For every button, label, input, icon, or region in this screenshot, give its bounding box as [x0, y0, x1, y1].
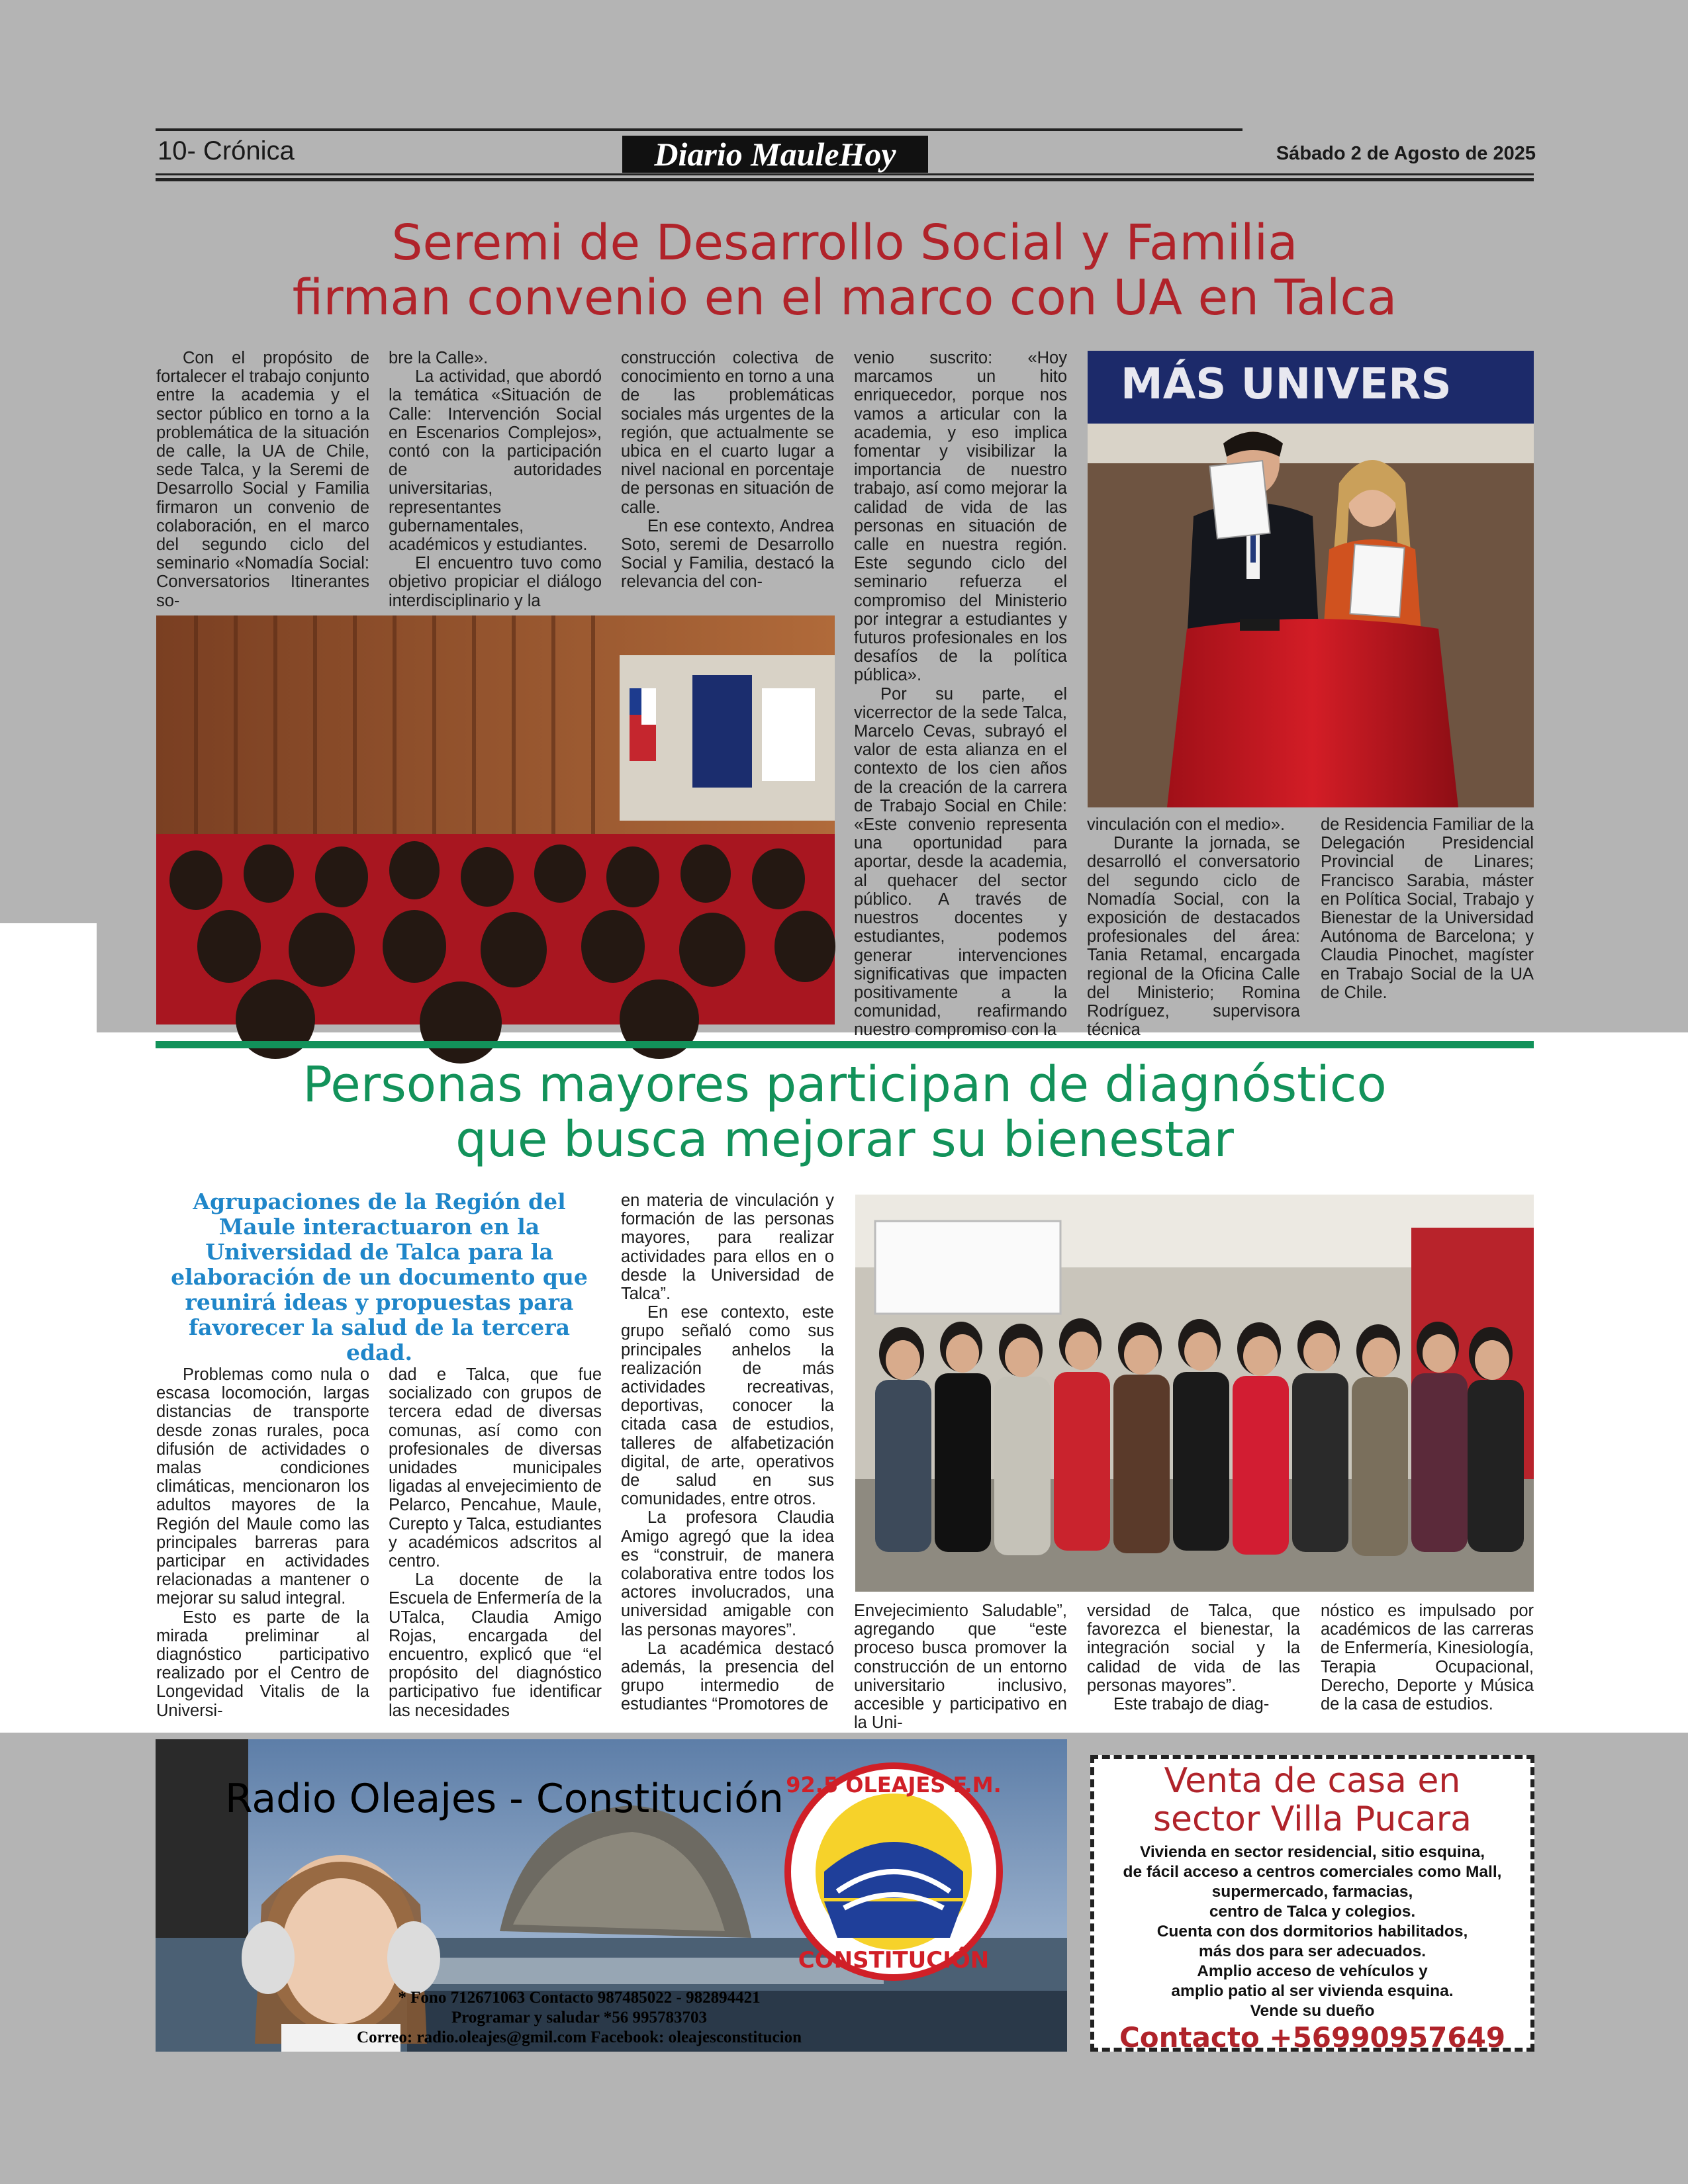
- article1-col1: [156, 349, 369, 610]
- house-ad-body: [1094, 1843, 1530, 2021]
- house-ad-line: Cuenta con dos dormitorios habilitados,: [1156, 1923, 1468, 1940]
- paragraph: Por su parte, el vicerrector de la sede Talca, Marcelo Cevas, subrayó el valor de esta alianza en el contexto de los cien años de la creación de la carrera de Trabajo Social en Chile: «Este convenio representa una oportunidad para aportar, desde la academia, al quehacer del sector público. A través de nuestros docentes y estudiantes, podemos generar intervenciones significativas que impacten positivamente a la comunidad, reafirmando nuestro compromiso con la: [854, 684, 1067, 1040]
- house-ad-line: supermercado, farmacias,: [1211, 1883, 1413, 1901]
- house-ad-line: Amplio acceso de vehículos y: [1197, 1962, 1428, 1980]
- paragraph: Problemas como nula o escasa locomoción, largas distancias de transporte desde zonas rurales, poca difusión de actividades o malas condiciones climáticas, mencionaron los adultos mayores de la Región del Maule como las principales barreras para participar en actividades relacionadas a mantener o mejorar su salud integral.: [156, 1365, 369, 1608]
- paragraph: dad e Talca, que fue socializado con grupos de tercera edad de diversas comunas, así como con profesionales de diversas unidades municipales ligadas al envejecimiento de Pelarco, Pencahue, Maule, Curepto y Talca, estudiantes y académicos adscritos al centro.: [389, 1365, 602, 1571]
- radio-phone-line: * Fono 712671063 Contacto 987485022 - 982894421: [398, 1989, 761, 2007]
- article1-headline-line1: Seremi de Desarrollo Social y Familia: [391, 214, 1298, 271]
- house-sale-ad: [1090, 1755, 1534, 2052]
- paragraph: construcción colectiva de conocimiento en torno a una de las problemáticas sociales más urgentes de la región, que actualmente se ubica en el cuarto lugar a nivel nacional en porcentaje de personas en situación de calle.: [621, 349, 834, 517]
- paragraph: versidad de Talca, que favorezca el bienestar, la integración social y la calidad de vida de las personas mayores”.: [1087, 1602, 1300, 1695]
- article2-col5: [1087, 1602, 1300, 1723]
- paragraph: El encuentro tuvo como objetivo propiciar el diálogo interdisciplinario y la: [389, 554, 602, 610]
- house-ad-line: amplio patio al ser vivienda esquina.: [1171, 1982, 1454, 2000]
- article2-headline-line2: que busca mejorar su bienestar: [455, 1111, 1234, 1168]
- article2-col3: [621, 1191, 834, 1723]
- radio-program-line: Programar y saludar *56 995783703: [451, 2009, 708, 2026]
- house-ad-title-line2: sector Villa Pucara: [1152, 1799, 1472, 1839]
- article1-col6: [1321, 815, 1534, 1030]
- article1-col3: [621, 349, 834, 600]
- paragraph: venio suscrito: «Hoy marcamos un hito enriquecedor, porque nos vamos a articular con la academia, y eso implica fomentar y visibilizar la importancia de nuestro trabajo, así como mejorar la calidad de vida de las personas en situación de calle en nuestra región. Este segundo ciclo del seminario refuerza el compromiso del Ministerio por integrar a estudiantes y futuros profesionales en los desafíos de la política pública».: [854, 349, 1067, 685]
- house-ad-title-line1: Venta de casa en: [1164, 1761, 1461, 1801]
- radio-logo-bottom: CONSTITUCIÓN: [798, 1947, 990, 1974]
- radio-title: Radio Oleajes - Constitución: [225, 1776, 784, 1822]
- house-ad-line: de fácil acceso a centros comerciales como Mall,: [1123, 1863, 1502, 1881]
- group-photo: [855, 1195, 1534, 1592]
- article2-headline: [156, 1058, 1534, 1167]
- signing-ceremony-photo: [1088, 351, 1534, 807]
- radio-logo-top: 92.5 OLEAJES F.M.: [786, 1772, 1002, 1797]
- article2-col1: [156, 1365, 369, 1723]
- header-top-rule: [156, 128, 1243, 131]
- paragraph: La profesora Claudia Amigo agregó que la idea es “construir, de manera colaborativa entre todos los actores involucrados, una universidad amigable con las personas mayores”.: [621, 1508, 834, 1639]
- paragraph: de Residencia Familiar de la Delegación Presidencial Provincial de Linares; Francisco Sarabia, máster en Política Social, Trabajo y Bienestar de la Universidad Autónoma de Barcelona; y Claudia Pinochet, magíster en Trabajo Social de la UA de Chile.: [1321, 815, 1534, 1002]
- page-background-notch: [0, 923, 97, 1032]
- paragraph: nóstico es impulsado por académicos de las carreras de Enfermería, Kinesiología, Terapia Ocupacional, Derecho, Deporte y Música de la casa de estudios.: [1321, 1602, 1534, 1714]
- article2-headline-line1: Personas mayores participan de diagnóstico: [303, 1056, 1387, 1113]
- radio-contact-line: Correo: radio.oleajes@gmil.com Facebook: oleajesconstitucion: [357, 2028, 802, 2046]
- paragraph: Con el propósito de fortalecer el trabajo conjunto entre la academia y el sector público en torno a la problemática de la situación de calle, la UA de Chile, sede Talca, y la Seremi de Desarrollo Social y Familia firmaron un convenio de colaboración, en el marco del segundo ciclo del seminario «Nomadía Social: Conversatorios Itinerantes so-: [156, 349, 369, 610]
- article2-lead: Agrupaciones de la Región del Maule interactuaron en la Universidad de Talca para la elaboración de un documento que reunirá ideas y propuestas para favorecer la salud de la tercera edad.: [171, 1189, 588, 1365]
- house-ad-contact: Contacto +56990957649: [1119, 2021, 1506, 2054]
- article1-col5: [1087, 815, 1300, 1040]
- paragraph: La docente de la Escuela de Enfermería de la UTalca, Claudia Amigo Rojas, encargada del encuentro, explicó que “el propósito del diagnóstico participativo fue identificar las necesidades: [389, 1570, 602, 1720]
- article2-col2: [389, 1365, 602, 1723]
- house-ad-line: Vivienda en sector residencial, sitio esquina,: [1139, 1843, 1485, 1861]
- paragraph: Este trabajo de diag-: [1113, 1695, 1270, 1714]
- header-rule-1: [156, 173, 1534, 175]
- radio-oleajes-ad: [156, 1739, 1067, 2052]
- paragraph: Durante la jornada, se desarrolló el conversatorio del segundo ciclo de Nomadía Social, con la exposición de destacados profesionales del área: Tania Retamal, encargada regional de la Oficina Calle del Ministerio; Romina Rodríguez, supervisora técnica: [1087, 834, 1300, 1040]
- house-ad-line: Vende su dueño: [1250, 2002, 1375, 2020]
- article1-headline-line2: firman convenio en el marco con UA en Talca: [292, 269, 1397, 326]
- house-ad-line: más dos para ser adecuados.: [1198, 1942, 1427, 1960]
- paragraph: En ese contexto, este grupo señaló como sus principales anhelos la realización de más actividades recreativas, deportivas, conocer la citada casa de estudios, talleres de alfabetización digital, de arte, operativos de salud en sus comunidades, entre otros.: [621, 1303, 834, 1509]
- paragraph: bre la Calle».: [389, 349, 489, 367]
- issue-date: Sábado 2 de Agosto de 2025: [1276, 143, 1536, 164]
- paragraph: en materia de vinculación y formación de las personas mayores, para realizar actividades para ellos en o desde la Universidad de Talca”.: [621, 1191, 834, 1304]
- header-rule-2: [156, 178, 1534, 181]
- paragraph: En ese contexto, Andrea Soto, seremi de Desarrollo Social y Familia, destacó la relevancia del con-: [621, 516, 834, 592]
- section-divider: [156, 1041, 1534, 1048]
- article1-col4: [854, 349, 1067, 1040]
- paragraph: La académica destacó además, la presencia del grupo intermedio de estudiantes “Promotores de: [621, 1639, 834, 1714]
- article2-col6: [1321, 1602, 1534, 1723]
- banner-text: MÁS UNIVERS: [1121, 360, 1452, 409]
- masthead-logo: Diario MauleHoy: [622, 136, 928, 173]
- paragraph: La actividad, que abordó la temática «Situación de Calle: Intervención Social en Escenarios Complejos», contó con la participación de autoridades universitarias, representantes gubernamentales, académicos y estudiantes.: [389, 367, 602, 555]
- paragraph: vinculación con el medio».: [1087, 815, 1286, 834]
- article2-col4: [854, 1602, 1067, 1733]
- radio-logo: [786, 1766, 1002, 1978]
- paragraph: Esto es parte de la mirada preliminar al diagnóstico participativo realizado por el Centro de Longevidad Vitalis de la Universi-: [156, 1608, 369, 1720]
- auditorium-photo: [156, 615, 835, 1024]
- article1-headline: [156, 216, 1534, 326]
- section-label: 10- Crónica: [158, 136, 295, 165]
- article1-col2: [389, 349, 602, 610]
- house-ad-line: centro de Talca y colegios.: [1209, 1903, 1416, 1921]
- paragraph: Envejecimiento Saludable”, agregando que “este proceso busca promover la construcción de un entorno universitario inclusivo, accesible y participativo en la Uni-: [854, 1602, 1067, 1733]
